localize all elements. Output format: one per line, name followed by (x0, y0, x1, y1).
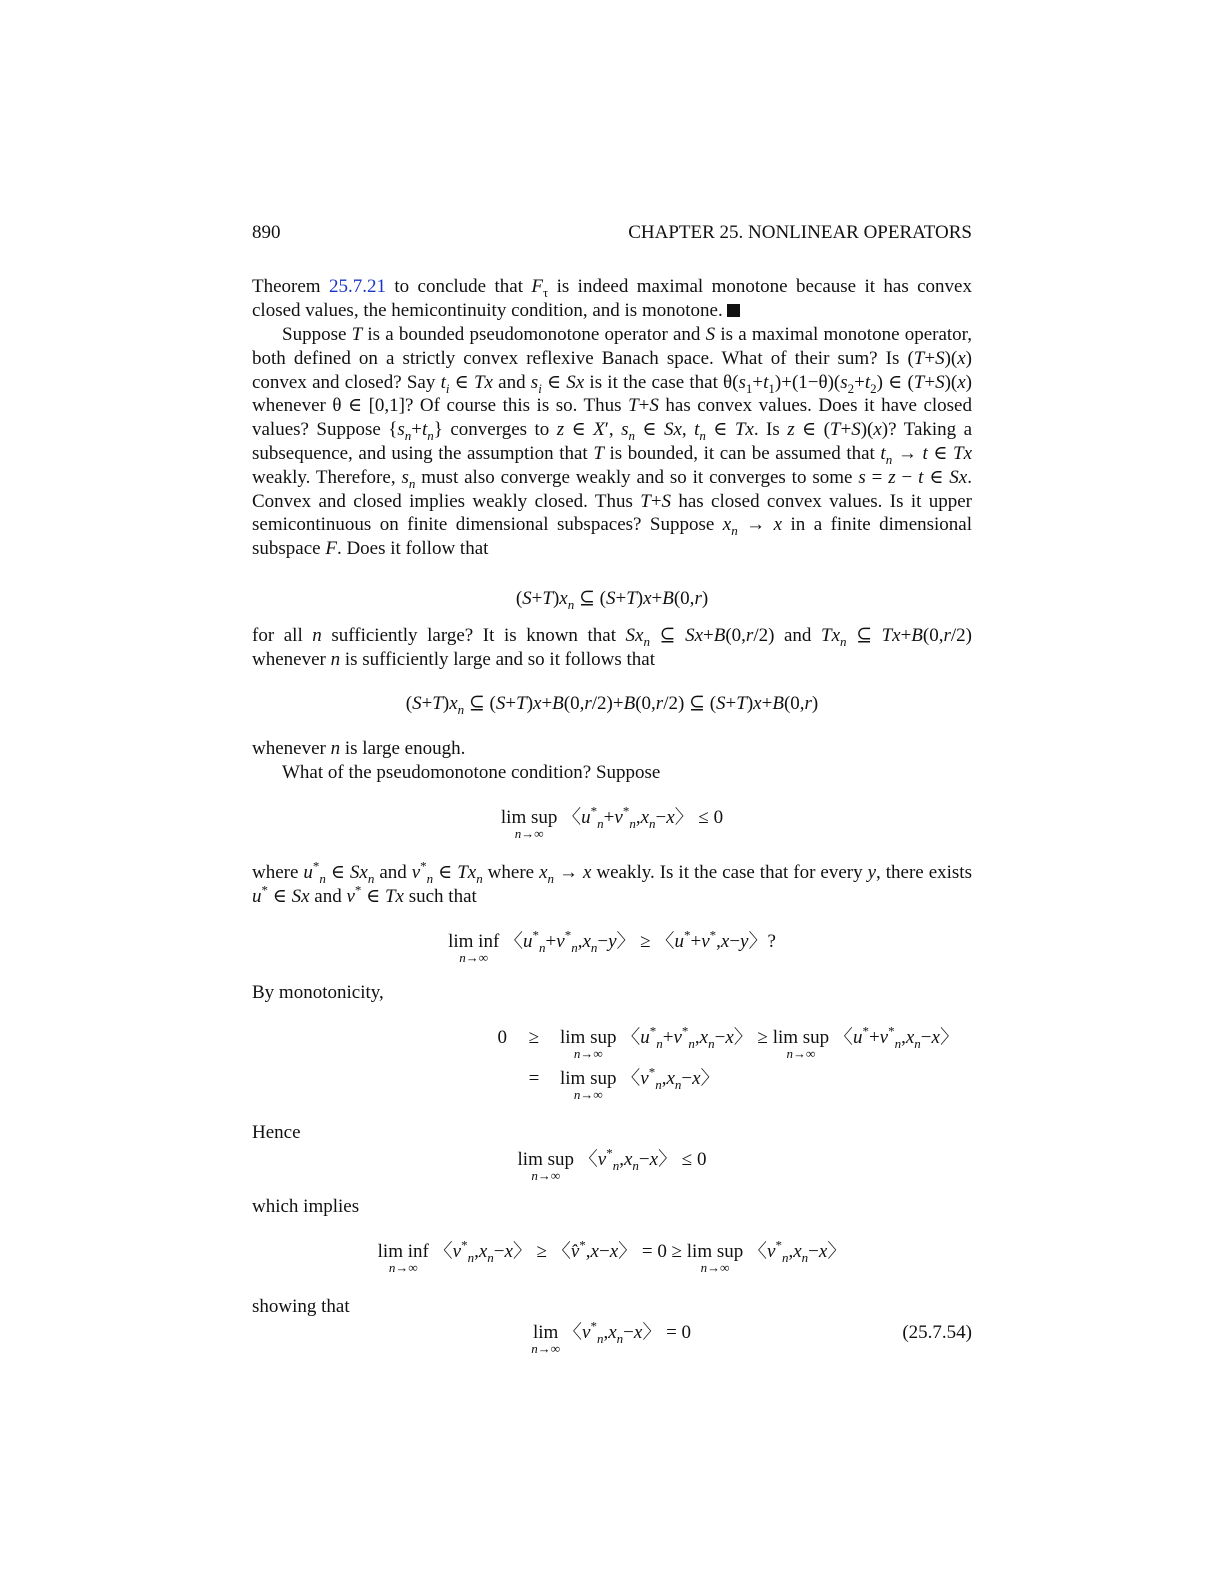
equation-number: (25.7.54) (902, 1322, 972, 1343)
label-which-implies: which implies (252, 1196, 360, 1217)
page-number: 890 (252, 222, 281, 243)
label-hence: Hence (252, 1122, 301, 1143)
paragraph-theorem-conclusion: Theorem 25.7.21 to conclude that $F_\tau$ is indeed maximal monotone because it has convex closed values, the hemicontinuity condition, and is monotone. (252, 276, 972, 321)
running-header (252, 221, 972, 247)
paragraph-where-weakly: where $u^*_n$ ∈ $Sx_n$ and $v^*_n$ ∈ $Tx_n$ where $x_n \to x$ weakly. Is it the case that for every y, there exists u* ∈ Sx and v* ∈ Tx such that (252, 858, 972, 907)
paragraph-whenever-large: whenever n is large enough. (252, 738, 466, 759)
equation-inclusion-chain: $(S+T)x_n$ ⊆ (S+T)x+B(0,r/2)+B(0,r/2) ⊆ (S+T)x+B(0,r) (405, 693, 819, 717)
theorem-link[interactable]: 25.7.21 (328, 276, 386, 297)
equation-usc-inclusion: $(S+T)x_n$ ⊆ (S+T)x+B(0,r) (515, 588, 709, 612)
equation-limsup-assumption: lim sup n→∞ 〈$u^*_n+v^*_n,x_n-x$〉 ≤ 0 (500, 803, 724, 841)
equation-liminf-question: lim inf n→∞ 〈$u^*_n+v^*_n,x_n-y$〉 ≥ 〈u*+v*,x−y〉? (448, 927, 776, 965)
equation-monotonicity-row-2: = lim sup n→∞ 〈$v^*_n,x_n-x$〉 (528, 1064, 720, 1102)
document-page (252, 0, 972, 1584)
paragraph-pseudomonotone-question: What of the pseudomonotone condition? Suppose (282, 762, 661, 783)
chapter-title: CHAPTER 25. NONLINEAR OPERATORS (628, 222, 972, 243)
equation-monotonicity-row-1: 0 ≥ lim sup n→∞ 〈$u^*_n+v^*_n,x_n-x$〉 ≥ lim sup n→∞ 〈$u^*+v^*_n,x_n-x$〉 (497, 1023, 959, 1061)
equation-25-7-54: lim n→∞ 〈$v^*_n,x_n-x$〉 = 0 (25.7.54) (531, 1318, 972, 1356)
paragraph-sufficiently-large: for all n sufficiently large? It is known that $Sx_n$ ⊆ Sx+B(0,r/2) and $Tx_n$ ⊆ Tx+B(0,r/2) whenever n is sufficiently large and so it follows that (252, 625, 972, 670)
label-showing-that: showing that (252, 1296, 350, 1317)
qed-mark (727, 304, 740, 317)
label-by-monotonicity: By monotonicity, (252, 982, 384, 1003)
equation-limsup-v: lim sup n→∞ 〈$v^*_n,x_n-x$〉 ≤ 0 (517, 1145, 707, 1183)
equation-liminf-limsup: lim inf n→∞ 〈$v^*_n,x_n-x$〉 ≥ 〈v̂*,x−x〉 = 0 ≥ lim sup n→∞ 〈$v^*_n,x_n-x$〉 (377, 1237, 847, 1275)
paragraph-sum-operators: Suppose T is a bounded pseudomonotone operator and S is a maximal monotone operator, both defined on a strictly convex reflexive Banach space. What of their sum? Is (T+S)(x) convex and closed? Say $t_i$ ∈ Tx and $s_i$ ∈ Sx is it the case that $\theta(s_1+t_1)+(1-\theta)(s_2+t_2)$ ∈ (T+S)(x) whenever θ ∈ [0,1]? Of course this is so. Thus T+S has convex values. Does it have closed values? Suppose $\{s_n+t_n\}$ converges to z ∈ X′, $s_n$ ∈ Sx, $t_n$ ∈ Tx. Is z ∈ (T+S)(x)? Taking a subsequence, and using the assumption that T is bounded, it can be assumed that $t_n \to t$ ∈ Tx weakly. Therefore, $s_n$ must also converge weakly and so it converges to some s = z − t ∈ Sx. Convex and closed implies weakly closed. Thus T+S has closed convex values. Is it upper semicontinuous on finite dimensional subspaces? Suppose $x_n \to x$ in a finite dimensional subspace F. Does it follow that (252, 324, 973, 560)
